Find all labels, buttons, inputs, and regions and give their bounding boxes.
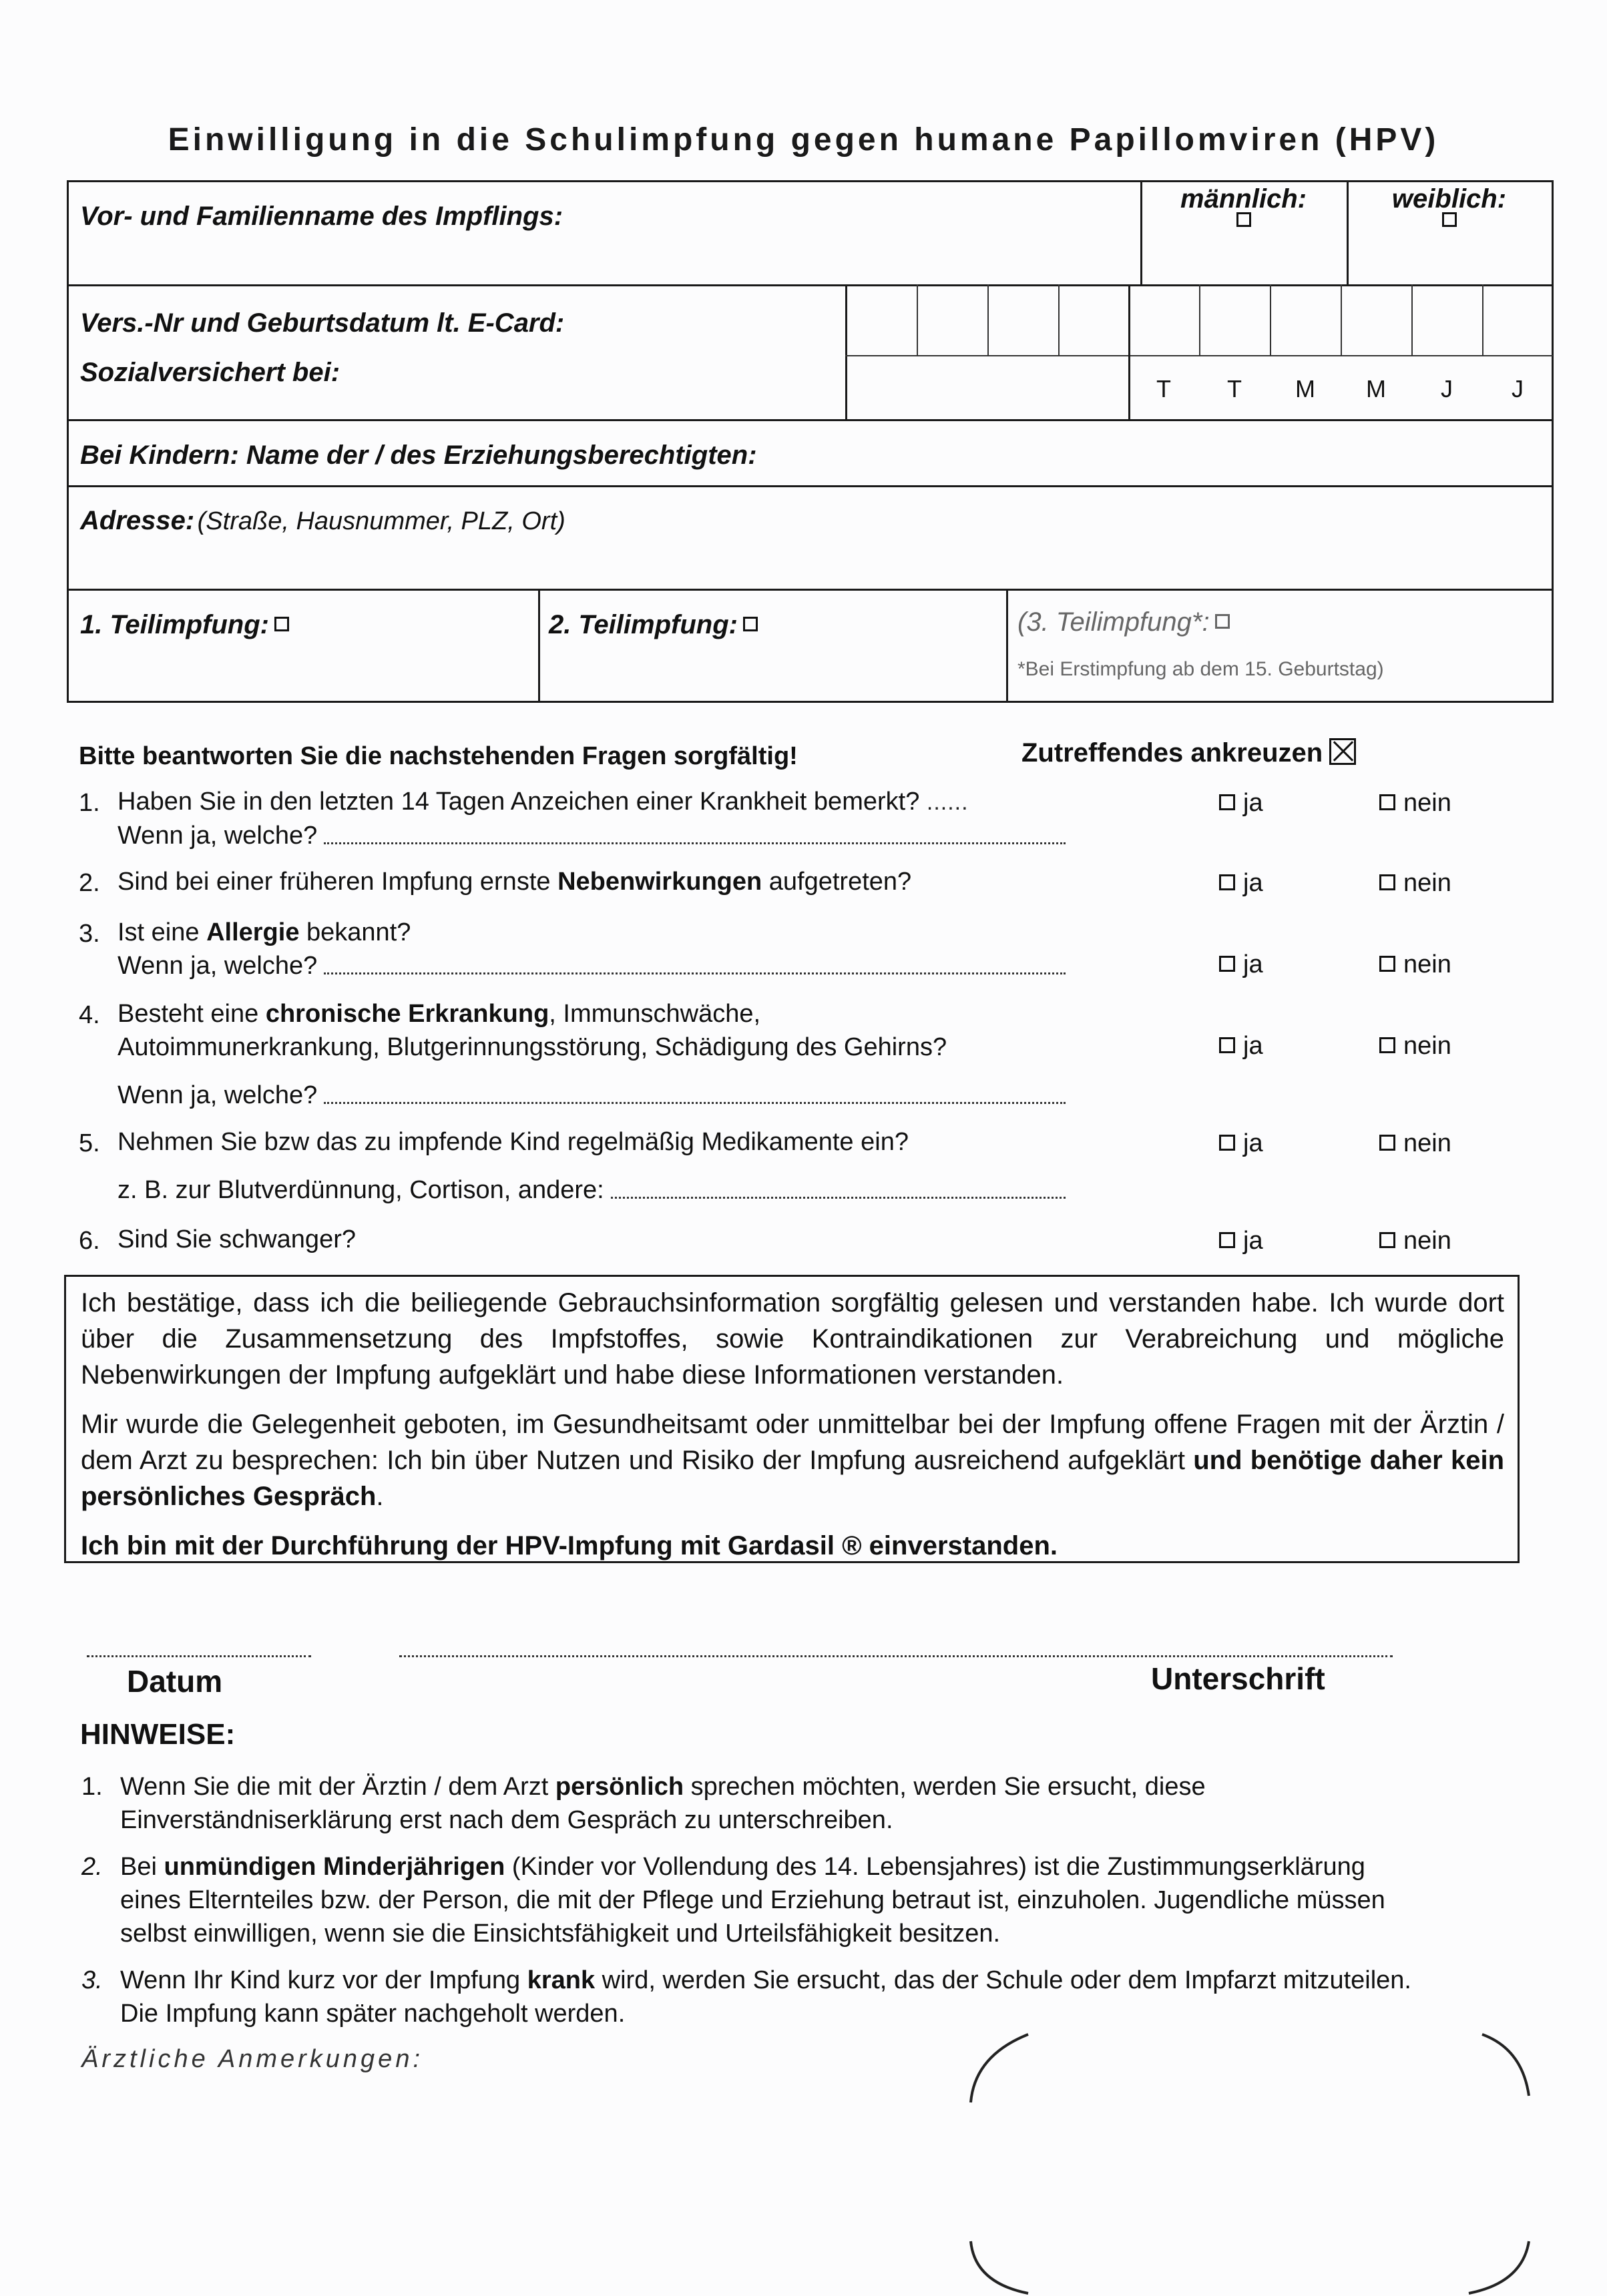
q3-no-checkbox[interactable] xyxy=(1379,956,1395,972)
question-4-bold: chronische Erkrankung xyxy=(265,1000,549,1028)
insured-at-label: Sozialversichert bei: xyxy=(80,358,340,387)
question-4-text: Besteht eine xyxy=(118,1000,266,1028)
consent-paragraph-1: Ich bestätige, dass ich die beiliegende Gebrauchsinformation sorgfältig gelesen und verstanden habe. Ich wurde dort über die Zusammensetzung des Impfstoffes, sowie Kontraindikationen zur Verabreichung und mögliche Nebenwirkungen der Impfung aufgeklärt und habe diese Informationen verstanden. xyxy=(81,1288,1504,1390)
q3-yes-checkbox[interactable] xyxy=(1219,956,1235,972)
hint-3-text-end: wird, werden Sie ersucht, das der Schule oder dem Impfarzt mitzuteilen. xyxy=(595,1966,1411,1994)
question-1-text: Haben Sie in den letzten 14 Tagen Anzeichen einer Krankheit bemerkt? xyxy=(118,788,920,816)
stamp-corner-top-right xyxy=(1482,2034,1529,2096)
question-5-text: Nehmen Sie bzw das zu impfende Kind regelmäßig Medikamente ein? xyxy=(118,1128,909,1156)
hint-2-text: Bei xyxy=(120,1853,164,1881)
consent-box xyxy=(64,1275,1520,1563)
birthdate-letter: T xyxy=(1227,375,1242,402)
yes-label: ja xyxy=(1243,1032,1263,1060)
question-number: 2. xyxy=(79,869,100,897)
no-label: nein xyxy=(1403,869,1451,897)
questions-heading: Bitte beantworten Sie die nachstehenden Fragen sorgfältig! xyxy=(79,742,798,770)
insurance-label: Vers.-Nr und Geburtsdatum lt. E-Card: xyxy=(80,308,565,338)
yes-label: ja xyxy=(1243,950,1263,978)
consent-paragraph-2-bold: und benötige daher kein persönliches Gespräch xyxy=(81,1446,1504,1511)
stamp-corner-bottom-right xyxy=(1469,2241,1529,2293)
dose3-checkbox[interactable] xyxy=(1215,614,1230,629)
q1-yes-checkbox[interactable] xyxy=(1219,794,1235,810)
dose1-checkbox[interactable] xyxy=(274,617,289,631)
hint-3-bold: krank xyxy=(527,1966,596,1994)
question-number: 4. xyxy=(79,1001,100,1029)
question-6-text: Sind Sie schwanger? xyxy=(118,1225,356,1253)
checked-box-icon xyxy=(1329,738,1356,765)
date-line[interactable] xyxy=(87,1655,311,1657)
question-2-bold: Nebenwirkungen xyxy=(557,868,762,896)
question-2-text: Sind bei einer früheren Impfung ernste xyxy=(118,868,558,896)
document-title: Einwilligung in die Schulimpfung gegen humane Papillomviren (HPV) xyxy=(168,122,1439,158)
birthdate-legend xyxy=(1128,375,1553,403)
hint-3-text: Wenn Ihr Kind kurz vor der Impfung xyxy=(120,1966,527,1994)
no-label: nein xyxy=(1403,789,1451,817)
no-label: nein xyxy=(1403,1227,1451,1255)
birthdate-letter: J xyxy=(1441,375,1453,402)
name-label: Vor- und Familienname des Impflings: xyxy=(80,202,563,231)
stamp-corner-top-left xyxy=(971,2034,1028,2102)
q1-no-checkbox[interactable] xyxy=(1379,794,1395,810)
question-number: 3. xyxy=(79,920,100,948)
male-checkbox[interactable] xyxy=(1236,212,1251,227)
birthdate-letter: T xyxy=(1156,375,1171,402)
question-1-subtext: Wenn ja, welche? xyxy=(118,822,318,850)
dose3-label: (3. Teilimpfung*: xyxy=(1017,607,1210,637)
answer-line[interactable] xyxy=(324,949,1066,974)
dose3-note: *Bei Erstimpfung ab dem 15. Geburtstag) xyxy=(1017,658,1384,680)
stamp-corner-bottom-left xyxy=(971,2241,1028,2293)
consent-paragraph-2-end: . xyxy=(376,1482,384,1511)
yes-label: ja xyxy=(1243,789,1263,817)
date-label: Datum xyxy=(127,1664,223,1699)
yes-label: ja xyxy=(1243,869,1263,897)
hint-2-line2: eines Elternteiles bzw. der Person, die mit der Pflege und Erziehung betraut ist, einzuholen. Jugendliche müssen xyxy=(120,1886,1385,1914)
hint-1-text-end: sprechen möchten, werden Sie ersucht, diese xyxy=(684,1773,1206,1801)
consent-agreement: Ich bin mit der Durchführung der HPV-Impfung mit Gardasil ® einverstanden. xyxy=(81,1531,1058,1560)
medical-notes-label: Ärztliche Anmerkungen: xyxy=(81,2045,424,2073)
hint-2-text-end: (Kinder vor Vollendung des 14. Lebensjahres) ist die Zustimmungserklärung xyxy=(505,1853,1365,1881)
question-3-text: Ist eine xyxy=(118,918,207,946)
hint-number: 1. xyxy=(81,1773,103,1801)
question-2-text-end: aufgetreten? xyxy=(762,868,912,896)
birthdate-letter: M xyxy=(1295,375,1315,402)
address-hint: (Straße, Hausnummer, PLZ, Ort) xyxy=(197,507,565,535)
female-label: weiblich: xyxy=(1391,184,1507,214)
answer-line[interactable] xyxy=(324,819,1066,844)
hint-2-bold: unmündigen Minderjährigen xyxy=(164,1853,505,1881)
q6-yes-checkbox[interactable] xyxy=(1219,1232,1235,1248)
question-3-bold: Allergie xyxy=(206,918,300,946)
dose1-label: 1. Teilimpfung: xyxy=(80,610,269,639)
question-number: 6. xyxy=(79,1227,100,1255)
hint-number: 2. xyxy=(81,1853,103,1881)
signature-line[interactable] xyxy=(399,1655,1393,1657)
no-label: nein xyxy=(1403,1032,1451,1060)
hint-1-text: Wenn Sie die mit der Ärztin / dem Arzt xyxy=(120,1773,555,1801)
q4-yes-checkbox[interactable] xyxy=(1219,1037,1235,1053)
consent-paragraph-2: Mir wurde die Gelegenheit geboten, im Gesundheitsamt oder unmittelbar bei der Impfung offene Fragen mit der Ärztin / dem Arzt zu besprechen: Ich bin über Nutzen und Risiko der Impfung ausreichend aufgeklärt xyxy=(81,1410,1504,1475)
birthdate-letter: J xyxy=(1512,375,1524,402)
yes-label: ja xyxy=(1243,1227,1263,1255)
question-4-subtext: Wenn ja, welche? xyxy=(118,1081,318,1109)
q4-no-checkbox[interactable] xyxy=(1379,1037,1395,1053)
answer-line[interactable] xyxy=(611,1173,1066,1199)
male-label: männlich: xyxy=(1180,184,1307,214)
no-label: nein xyxy=(1403,950,1451,978)
question-4-text-end: , Immunschwäche, xyxy=(549,1000,761,1028)
question-3-text-end: bekannt? xyxy=(299,918,411,946)
no-label: nein xyxy=(1403,1129,1451,1157)
q2-yes-checkbox[interactable] xyxy=(1219,874,1235,890)
question-5-subtext: z. B. zur Blutverdünnung, Cortison, andere: xyxy=(118,1176,604,1204)
guardian-label: Bei Kindern: Name der / des Erziehungsberechtigten: xyxy=(80,441,757,470)
q5-no-checkbox[interactable] xyxy=(1379,1135,1395,1151)
question-number: 5. xyxy=(79,1129,100,1157)
hint-2-line3: selbst einwilligen, wenn sie die Einsichtsfähigkeit und Urteilsfähigkeit besitzen. xyxy=(120,1920,1001,1948)
q5-yes-checkbox[interactable] xyxy=(1219,1135,1235,1151)
hint-1-bold: persönlich xyxy=(555,1773,684,1801)
question-number: 1. xyxy=(79,789,100,817)
address-label: Adresse: xyxy=(80,506,195,535)
hints-heading: HINWEISE: xyxy=(80,1718,236,1751)
q6-no-checkbox[interactable] xyxy=(1379,1232,1395,1248)
question-3-subtext: Wenn ja, welche? xyxy=(118,952,318,980)
birthdate-letter: M xyxy=(1366,375,1386,402)
answer-line[interactable] xyxy=(324,1079,1066,1104)
question-4-line2: Autoimmunerkrankung, Blutgerinnungsstörung, Schädigung des Gehirns? xyxy=(118,1033,947,1061)
yes-label: ja xyxy=(1243,1129,1263,1157)
q2-no-checkbox[interactable] xyxy=(1379,874,1395,890)
signature-label: Unterschrift xyxy=(1151,1661,1325,1696)
hint-number: 3. xyxy=(81,1966,103,1994)
dose2-checkbox[interactable] xyxy=(743,617,758,631)
stamp-area-corners xyxy=(961,2029,1536,2296)
dose2-label: 2. Teilimpfung: xyxy=(549,610,738,639)
hint-3-line2: Die Impfung kann später nachgeholt werden. xyxy=(120,2000,626,2028)
instruction-label: Zutreffendes ankreuzen xyxy=(1021,738,1323,768)
female-checkbox[interactable] xyxy=(1442,212,1457,227)
answer-dots: ...... xyxy=(926,790,969,815)
hint-1-line2: Einverständniserklärung erst nach dem Gespräch zu unterschreiben. xyxy=(120,1806,893,1834)
